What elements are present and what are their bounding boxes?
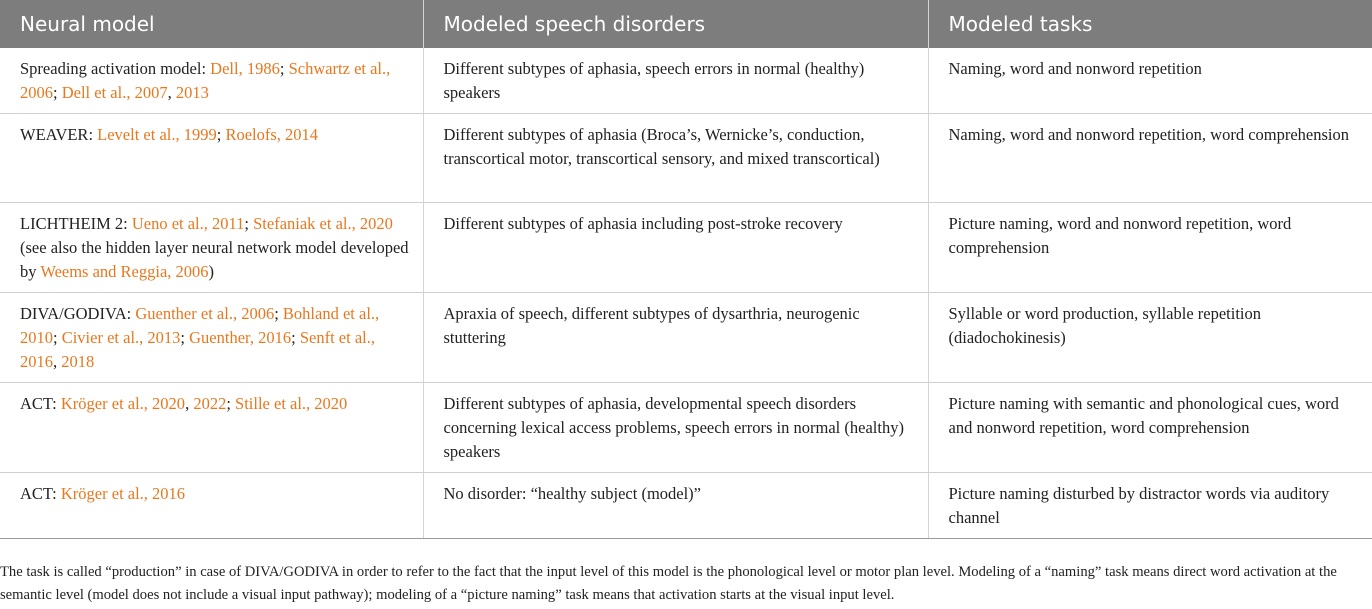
citation-link[interactable]: Weems and Reggia, 2006 [40, 262, 209, 281]
disorders-cell: Different subtypes of aphasia (Broca’s, Wernicke’s, conduction, transcortical motor, transcortical sensory, and mixed transcortical) [423, 114, 928, 203]
tasks-cell: Picture naming with semantic and phonological cues, word and nonword repetition, word comprehension [928, 383, 1372, 473]
citation-link[interactable]: Guenther, 2016 [189, 328, 292, 347]
model-cell: ACT: Kröger et al., 2016 [0, 473, 423, 539]
table-row [0, 48, 1372, 114]
table-row [0, 383, 1372, 473]
table-row [0, 473, 1372, 539]
citation-link[interactable]: Dell, 1986 [210, 59, 280, 78]
citation-link[interactable]: Bohland et al., 2010 [20, 304, 380, 347]
tasks-cell: Naming, word and nonword repetition, word comprehension [928, 114, 1372, 203]
disorders-cell: Different subtypes of aphasia including post-stroke recovery [423, 203, 928, 293]
citation-link[interactable]: 2018 [61, 352, 95, 371]
citation-link[interactable]: Stefaniak et al., 2020 [253, 214, 393, 233]
table-row [0, 203, 1372, 293]
citation-link[interactable]: Kröger et al., 2016 [60, 484, 186, 503]
header-tasks: Modeled tasks [928, 0, 1372, 48]
citation-link[interactable]: Civier et al., 2013 [61, 328, 181, 347]
citation-link[interactable]: 2022 [193, 394, 227, 413]
disorders-cell: Different subtypes of aphasia, speech errors in normal (healthy) speakers [423, 48, 928, 114]
header-speech-disorders: Modeled speech disorders [423, 0, 928, 48]
model-cell: LICHTHEIM 2: Ueno et al., 2011; Stefaniak et al., 2020 (see also the hidden layer neural network model developed by Weems and Reggia, 2006) [0, 203, 423, 293]
disorders-cell: No disorder: “healthy subject (model)” [423, 473, 928, 539]
tasks-cell: Picture naming disturbed by distractor words via auditory channel [928, 473, 1372, 539]
tasks-cell: Syllable or word production, syllable repetition (diadochokinesis) [928, 293, 1372, 383]
disorders-cell: Apraxia of speech, different subtypes of dysarthria, neurogenic stuttering [423, 293, 928, 383]
tasks-cell: Picture naming, word and nonword repetition, word comprehension [928, 203, 1372, 293]
header-neural-model: Neural model [0, 0, 423, 48]
model-cell: Spreading activation model: Dell, 1986; Schwartz et al., 2006; Dell et al., 2007, 2013 [0, 48, 423, 114]
table-row [0, 114, 1372, 203]
citation-link[interactable]: Schwartz et al., 2006 [20, 59, 391, 102]
table-footnote: The task is called “production” in case of DIVA/GODIVA in order to refer to the fact that the input level of this model is the phonological level or motor plan level. Modeling of a “naming” task means direct word activation at the semantic level (model does not include a visual input pathway); modeling of a “picture naming” task means that activation starts at the visual input level. [0, 564, 1337, 603]
citation-link[interactable]: Dell et al., 2007 [61, 83, 168, 102]
citation-link[interactable]: Kröger et al., 2020 [60, 394, 186, 413]
tasks-cell: Naming, word and nonword repetition [928, 48, 1372, 114]
model-cell: ACT: Kröger et al., 2020, 2022; Stille et al., 2020 [0, 383, 423, 473]
citation-link[interactable]: 2013 [175, 83, 209, 102]
model-cell: WEAVER: Levelt et al., 1999; Roelofs, 2014 [0, 114, 423, 203]
citation-link[interactable]: Guenther et al., 2006 [135, 304, 275, 323]
citation-link[interactable]: Roelofs, 2014 [225, 125, 319, 144]
citation-link[interactable]: Senft et al., 2016 [20, 328, 375, 371]
citation-link[interactable]: Levelt et al., 1999 [97, 125, 217, 144]
citation-link[interactable]: Stille et al., 2020 [235, 394, 348, 413]
disorders-cell: Different subtypes of aphasia, developmental speech disorders concerning lexical access problems, speech errors in normal (healthy) speakers [423, 383, 928, 473]
table-row [0, 293, 1372, 383]
citation-link[interactable]: Ueno et al., 2011 [131, 214, 245, 233]
header-row [0, 0, 1372, 48]
model-cell: DIVA/GODIVA: Guenther et al., 2006; Bohland et al., 2010; Civier et al., 2013; Guenther, 2016; Senft et al., 2016, 2018 [0, 293, 423, 383]
